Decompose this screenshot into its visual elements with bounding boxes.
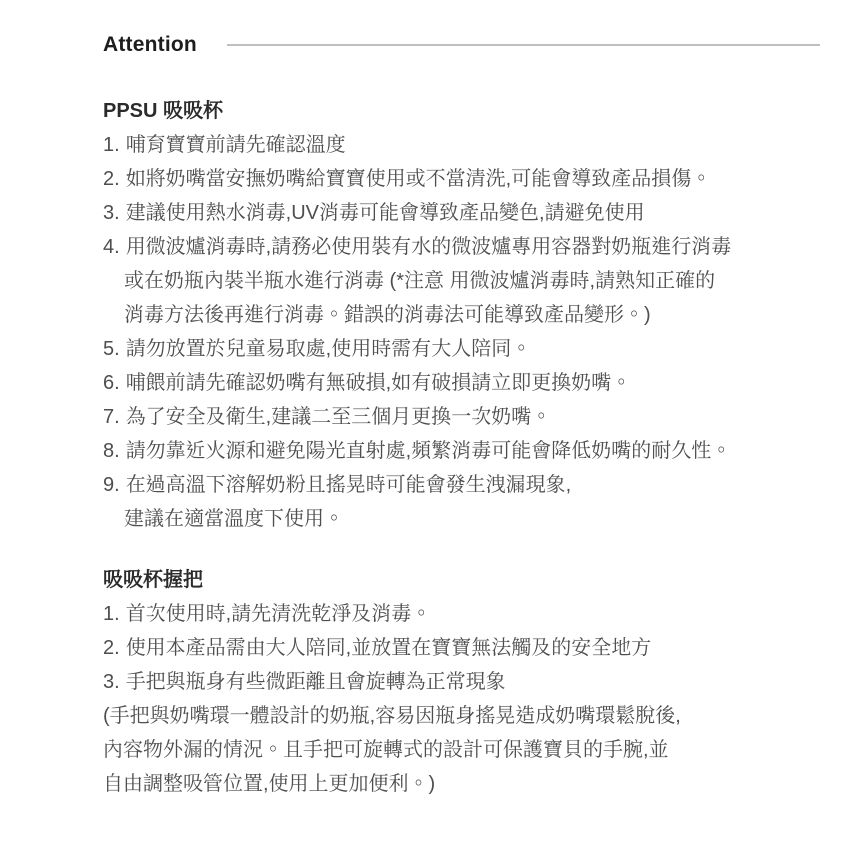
note-line: 自由調整吸管位置,使用上更加便利。): [103, 773, 436, 795]
list-item: [103, 332, 820, 366]
list-item-line: [103, 128, 820, 162]
list-item-number: 4.: [103, 236, 120, 258]
list-item-text: 用微波爐消毒時,請務必使用裝有水的微波爐專用容器對奶瓶進行消毒: [125, 236, 732, 258]
list-item: [103, 400, 820, 434]
list-item-line: 建議在適當溫度下使用。: [124, 508, 344, 530]
list-item-number: 5.: [103, 338, 120, 360]
list-item-line: 或在奶瓶內裝半瓶水進行消毒 (*注意 用微波爐消毒時,請熟知正確的: [124, 270, 716, 292]
list-item-text: 請勿放置於兒童易取處,使用時需有大人陪同。: [125, 338, 532, 360]
list-item-number: 9.: [103, 474, 120, 496]
list-item-number: 2.: [103, 637, 120, 659]
list-item: [103, 230, 820, 332]
list-item: [103, 597, 820, 631]
note-line: (手把與奶嘴環一體設計的奶瓶,容易因瓶身搖晃造成奶嘴環鬆脫後,: [103, 705, 681, 727]
list-item-number: 6.: [103, 372, 120, 394]
sections-container: [103, 94, 820, 801]
list-item-number: 1.: [103, 603, 120, 625]
section-heading: PPSU 吸吸杯: [103, 100, 224, 122]
section: [103, 94, 820, 536]
list-item: [103, 366, 820, 400]
list-item-text: 為了安全及衛生,建議二至三個月更換一次奶嘴。: [125, 406, 552, 428]
list-item-line: [103, 468, 820, 502]
section: [103, 563, 820, 801]
list-item-text: 使用本產品需由大人陪同,並放置在寶寶無法觸及的安全地方: [125, 637, 652, 659]
list-item-number: 1.: [103, 134, 120, 156]
list-item-text: 如將奶嘴當安撫奶嘴給寶寶使用或不當清洗,可能會導致產品損傷。: [125, 168, 712, 190]
list-item-text: 請勿靠近火源和避免陽光直射處,頻繁消毒可能會降低奶嘴的耐久性。: [125, 440, 732, 462]
list-item: [103, 665, 820, 699]
list-item-line: [103, 665, 820, 699]
section-heading: 吸吸杯握把: [103, 569, 203, 591]
list-item-text: 哺育寶寶前請先確認溫度: [125, 134, 346, 156]
list-item-text: 在過高溫下溶解奶粉且搖晃時可能會發生洩漏現象,: [125, 474, 572, 496]
list-item-line: [103, 434, 820, 468]
page-header: [103, 33, 820, 57]
list-item-number: 2.: [103, 168, 120, 190]
list-item-line: [103, 366, 820, 400]
list-item-number: 8.: [103, 440, 120, 462]
list-item: [103, 468, 820, 536]
header-divider-line: [227, 44, 820, 46]
list-item: [103, 434, 820, 468]
page-title: Attention: [103, 33, 197, 56]
list-item: [103, 196, 820, 230]
list-item-line: [103, 400, 820, 434]
list-item-line: [103, 597, 820, 631]
list-item-line: [103, 196, 820, 230]
list-item-number: 7.: [103, 406, 120, 428]
list-item-line: [103, 631, 820, 665]
list-item-text: 手把與瓶身有些微距離且會旋轉為正常現象: [125, 671, 506, 693]
list-item: [103, 128, 820, 162]
list-item-line: [103, 332, 820, 366]
list-item: [103, 631, 820, 665]
list-item-text: 首次使用時,請先清洗乾淨及消毒。: [125, 603, 432, 625]
list-item-text: 哺餵前請先確認奶嘴有無破損,如有破損請立即更換奶嘴。: [125, 372, 632, 394]
list-item-number: 3.: [103, 671, 120, 693]
list-item-number: 3.: [103, 202, 120, 224]
list-item-text: 建議使用熱水消毒,UV消毒可能會導致產品變色,請避免使用: [125, 202, 645, 224]
list-item-line: [103, 162, 820, 196]
list-item-line: [103, 230, 820, 264]
list-item-line: 消毒方法後再進行消毒。錯誤的消毒法可能導致產品變形。): [124, 304, 651, 326]
list-item: [103, 162, 820, 196]
note-line: 內容物外漏的情況。且手把可旋轉式的設計可保護寶貝的手腕,並: [103, 739, 669, 761]
